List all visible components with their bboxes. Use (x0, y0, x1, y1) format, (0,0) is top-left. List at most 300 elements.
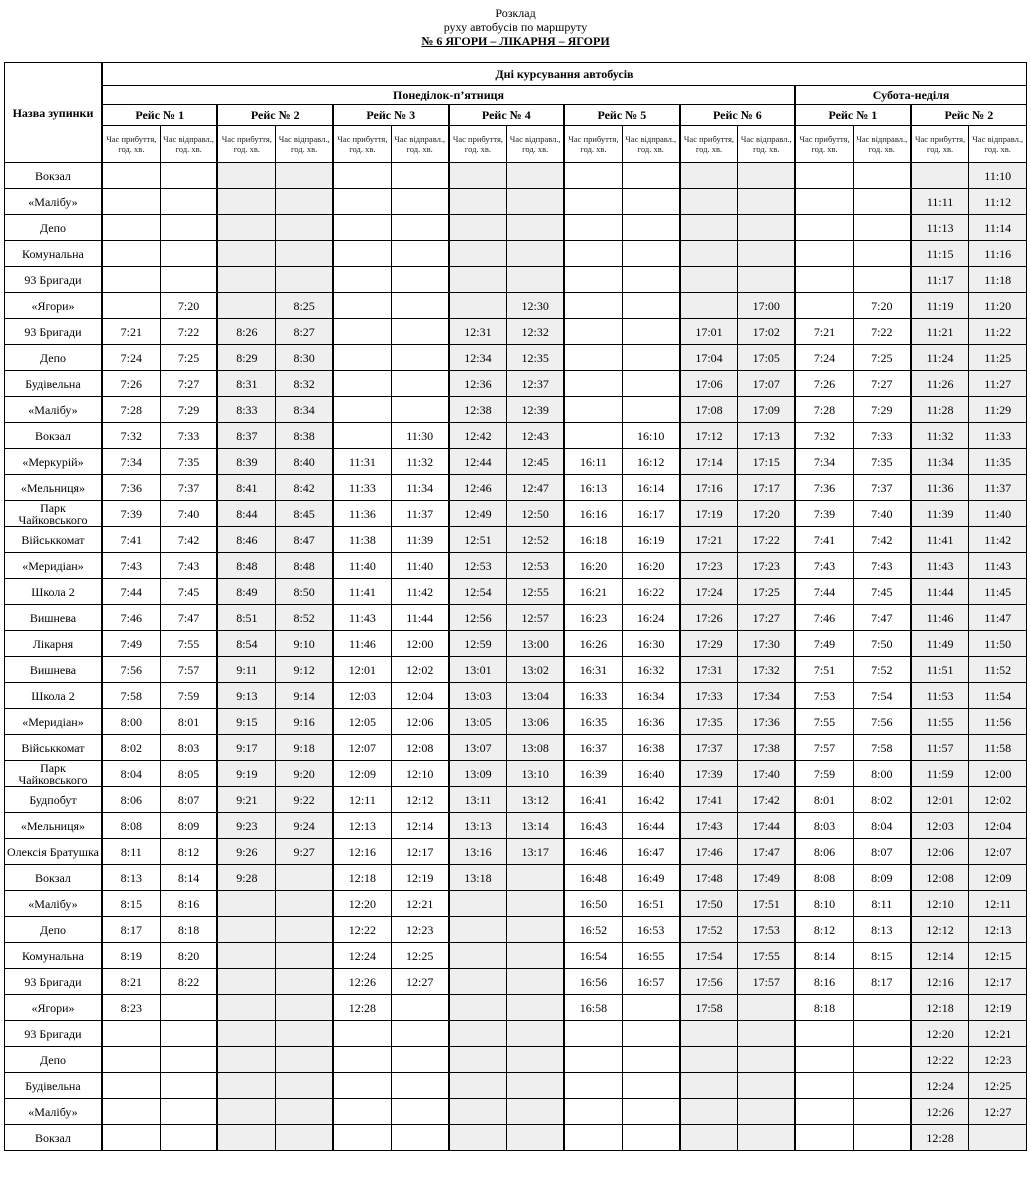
table-row (5, 1125, 1027, 1151)
stop-name-cell: Депо (5, 345, 102, 371)
arrival-time-cell: 12:26 (333, 969, 391, 995)
arrival-time-cell: 12:24 (333, 943, 391, 969)
arrival-time-cell: 7:55 (795, 709, 853, 735)
stop-name-cell: 93 Бригади (5, 319, 102, 345)
arrival-time-cell: 17:23 (680, 553, 738, 579)
arrival-time-cell: 8:44 (217, 501, 275, 527)
arrival-time-cell (795, 267, 853, 293)
departure-time-cell: 16:36 (622, 709, 679, 735)
departure-time-cell: 8:14 (160, 865, 217, 891)
arrival-time-cell (449, 189, 507, 215)
arrival-time-cell (449, 917, 507, 943)
arrival-time-cell (564, 1021, 622, 1047)
departure-time-cell: 11:44 (391, 605, 448, 631)
arrival-time-cell (449, 1125, 507, 1151)
arrival-time-cell: 11:28 (911, 397, 969, 423)
arrival-time-cell: 12:22 (911, 1047, 969, 1073)
arrival-time-cell (333, 215, 391, 241)
departure-time-cell: 11:39 (391, 527, 448, 553)
departure-time-cell: 8:22 (160, 969, 217, 995)
arrival-time-cell: 13:03 (449, 683, 507, 709)
arrival-time-cell: 17:52 (680, 917, 738, 943)
arrival-time-cell (102, 1073, 160, 1099)
arrival-time-cell (333, 241, 391, 267)
arrival-time-cell: 11:36 (333, 501, 391, 527)
departure-time-cell: 12:50 (507, 501, 564, 527)
departure-time-cell (507, 215, 564, 241)
arrival-time-cell: 11:44 (911, 579, 969, 605)
departure-time-cell: 17:07 (738, 371, 795, 397)
departure-time-cell: 12:52 (507, 527, 564, 553)
arrival-time-cell: 8:04 (102, 761, 160, 787)
departure-time-cell: 17:00 (738, 293, 795, 319)
departure-time-header: Час відправл., год. хв. (276, 126, 333, 163)
arrival-time-cell: 11:46 (333, 631, 391, 657)
departure-time-cell (507, 995, 564, 1021)
departure-time-cell: 7:29 (160, 397, 217, 423)
departure-time-cell: 12:45 (507, 449, 564, 475)
arrival-time-cell: 11:39 (911, 501, 969, 527)
departure-time-header: Час відправл., год. хв. (853, 126, 910, 163)
stop-name-cell: Парк Чайковського (5, 761, 102, 787)
departure-time-cell: 11:47 (969, 605, 1027, 631)
arrival-time-cell: 8:17 (102, 917, 160, 943)
arrival-time-cell: 12:16 (333, 839, 391, 865)
arrival-time-cell (680, 163, 738, 189)
arrival-time-cell (564, 215, 622, 241)
stop-name-cell: «Мельниця» (5, 475, 102, 501)
table-row (5, 163, 1027, 189)
stop-name-cell: «Меркурій» (5, 449, 102, 475)
departure-time-cell: 7:47 (160, 605, 217, 631)
table-row (5, 1099, 1027, 1125)
departure-time-cell: 7:33 (853, 423, 910, 449)
departure-time-cell: 16:44 (622, 813, 679, 839)
arrival-time-cell: 17:26 (680, 605, 738, 631)
arrival-time-cell: 16:37 (564, 735, 622, 761)
arrival-time-cell: 11:36 (911, 475, 969, 501)
departure-time-cell: 12:47 (507, 475, 564, 501)
departure-time-cell: 16:12 (622, 449, 679, 475)
departure-time-cell: 9:10 (276, 631, 333, 657)
departure-time-cell: 8:17 (853, 969, 910, 995)
departure-time-cell: 12:53 (507, 553, 564, 579)
table-row (5, 423, 1027, 449)
departure-time-cell: 7:45 (160, 579, 217, 605)
arrival-time-cell: 11:51 (911, 657, 969, 683)
arrival-time-cell (795, 1021, 853, 1047)
arrival-time-cell: 8:06 (102, 787, 160, 813)
arrival-time-cell: 8:14 (795, 943, 853, 969)
arrival-time-cell: 12:31 (449, 319, 507, 345)
departure-time-cell: 12:39 (507, 397, 564, 423)
departure-time-cell: 11:32 (391, 449, 448, 475)
departure-time-cell: 12:11 (969, 891, 1027, 917)
arrival-time-cell (564, 397, 622, 423)
arrival-time-cell: 13:01 (449, 657, 507, 683)
arrival-time-cell (449, 293, 507, 319)
departure-time-cell: 8:02 (853, 787, 910, 813)
arrival-time-cell (333, 371, 391, 397)
departure-time-cell: 11:18 (969, 267, 1027, 293)
arrival-time-cell (564, 189, 622, 215)
stop-name-cell: Комунальна (5, 943, 102, 969)
departure-time-cell: 12:27 (391, 969, 448, 995)
departure-time-cell: 9:22 (276, 787, 333, 813)
departure-time-cell (507, 1073, 564, 1099)
departure-time-cell (391, 267, 448, 293)
departure-time-cell (507, 1125, 564, 1151)
departure-time-cell: 17:36 (738, 709, 795, 735)
arrival-time-cell: 8:15 (102, 891, 160, 917)
table-row (5, 735, 1027, 761)
departure-time-cell (622, 163, 679, 189)
stop-name-cell: «Малібу» (5, 1099, 102, 1125)
departure-time-cell: 13:02 (507, 657, 564, 683)
departure-time-cell (276, 1125, 333, 1151)
departure-time-cell: 16:24 (622, 605, 679, 631)
departure-time-cell: 8:50 (276, 579, 333, 605)
arrival-time-cell (680, 1073, 738, 1099)
stop-name-cell: Депо (5, 917, 102, 943)
departure-time-cell: 12:07 (969, 839, 1027, 865)
departure-time-header: Час відправл., год. хв. (969, 126, 1027, 163)
departure-time-cell: 13:00 (507, 631, 564, 657)
stop-name-cell: Олексія Братушка (5, 839, 102, 865)
arrival-time-cell: 17:31 (680, 657, 738, 683)
arrival-time-cell: 16:18 (564, 527, 622, 553)
departure-time-cell: 11:37 (391, 501, 448, 527)
table-row (5, 241, 1027, 267)
departure-time-cell: 16:22 (622, 579, 679, 605)
arrival-time-cell (449, 267, 507, 293)
arrival-time-cell: 7:46 (795, 605, 853, 631)
departure-time-cell (507, 241, 564, 267)
departure-time-cell: 12:12 (391, 787, 448, 813)
table-row (5, 787, 1027, 813)
departure-time-cell (738, 267, 795, 293)
arrival-time-cell: 17:14 (680, 449, 738, 475)
departure-time-cell: 12:13 (969, 917, 1027, 943)
departure-time-header: Час відправл., год. хв. (507, 126, 564, 163)
departure-time-cell: 17:32 (738, 657, 795, 683)
departure-time-cell: 13:04 (507, 683, 564, 709)
arrival-time-cell: 17:41 (680, 787, 738, 813)
stop-name-cell: Лікарня (5, 631, 102, 657)
arrival-time-cell: 7:49 (795, 631, 853, 657)
departure-time-cell (276, 995, 333, 1021)
stop-name-cell: «Меридіан» (5, 553, 102, 579)
arrival-time-cell: 16:54 (564, 943, 622, 969)
stop-name-cell: Вишнева (5, 605, 102, 631)
departure-time-cell: 12:21 (969, 1021, 1027, 1047)
arrival-time-cell: 13:05 (449, 709, 507, 735)
departure-time-cell (276, 189, 333, 215)
table-row (5, 1073, 1027, 1099)
arrival-time-cell: 12:53 (449, 553, 507, 579)
departure-time-cell: 11:56 (969, 709, 1027, 735)
arrival-time-cell: 8:21 (102, 969, 160, 995)
departure-time-cell: 12:19 (969, 995, 1027, 1021)
table-row (5, 579, 1027, 605)
departure-time-cell: 17:47 (738, 839, 795, 865)
arrival-time-cell: 7:43 (102, 553, 160, 579)
arrival-time-cell: 8:06 (795, 839, 853, 865)
stop-name-cell: 93 Бригади (5, 969, 102, 995)
departure-time-cell: 8:16 (160, 891, 217, 917)
stop-name-cell: Школа 2 (5, 683, 102, 709)
departure-time-cell (507, 1047, 564, 1073)
arrival-time-cell: 16:50 (564, 891, 622, 917)
arrival-time-cell (795, 1073, 853, 1099)
arrival-time-cell: 7:59 (795, 761, 853, 787)
departure-time-cell: 12:55 (507, 579, 564, 605)
arrival-time-cell: 11:34 (911, 449, 969, 475)
departure-time-cell: 16:32 (622, 657, 679, 683)
arrival-time-cell: 8:08 (795, 865, 853, 891)
departure-time-cell: 8:42 (276, 475, 333, 501)
departure-time-cell: 11:45 (969, 579, 1027, 605)
stop-name-cell: Будівельна (5, 371, 102, 397)
departure-time-cell: 7:37 (853, 475, 910, 501)
departure-time-cell: 11:58 (969, 735, 1027, 761)
departure-time-cell: 11:25 (969, 345, 1027, 371)
arrival-time-cell: 12:22 (333, 917, 391, 943)
table-row (5, 969, 1027, 995)
arrival-time-cell (795, 1047, 853, 1073)
departure-time-cell (853, 1073, 910, 1099)
departure-time-cell: 17:17 (738, 475, 795, 501)
departure-time-cell (507, 865, 564, 891)
arrival-time-cell: 12:51 (449, 527, 507, 553)
arrival-time-cell: 16:39 (564, 761, 622, 787)
arrival-time-cell: 11:49 (911, 631, 969, 657)
arrival-time-cell (795, 189, 853, 215)
arrival-time-cell: 8:02 (102, 735, 160, 761)
arrival-time-cell: 9:21 (217, 787, 275, 813)
departure-time-cell: 13:14 (507, 813, 564, 839)
arrival-time-cell (333, 163, 391, 189)
departure-time-cell: 12:25 (969, 1073, 1027, 1099)
departure-time-cell (622, 995, 679, 1021)
arrival-time-cell (564, 1099, 622, 1125)
arrival-time-cell: 12:08 (911, 865, 969, 891)
departure-time-cell: 11:33 (969, 423, 1027, 449)
arrival-time-cell: 16:35 (564, 709, 622, 735)
departure-time-cell (391, 1073, 448, 1099)
arrival-time-cell (564, 319, 622, 345)
arrival-time-cell: 7:26 (795, 371, 853, 397)
arrival-time-cell: 12:56 (449, 605, 507, 631)
arrival-time-cell: 11:31 (333, 449, 391, 475)
departure-time-cell: 7:35 (160, 449, 217, 475)
departure-time-cell: 12:02 (969, 787, 1027, 813)
arrival-time-cell: 13:18 (449, 865, 507, 891)
table-row (5, 1047, 1027, 1073)
departure-time-cell: 7:50 (853, 631, 910, 657)
table-row (5, 839, 1027, 865)
arrival-time-cell: 11:59 (911, 761, 969, 787)
departure-time-cell: 16:55 (622, 943, 679, 969)
arrival-time-cell: 9:15 (217, 709, 275, 735)
departure-time-cell (622, 345, 679, 371)
departure-time-cell (622, 1125, 679, 1151)
arrival-time-cell (217, 943, 275, 969)
departure-time-cell (853, 163, 910, 189)
departure-time-cell: 13:12 (507, 787, 564, 813)
arrival-time-cell: 12:11 (333, 787, 391, 813)
departure-time-cell: 7:43 (160, 553, 217, 579)
arrival-time-cell: 7:58 (102, 683, 160, 709)
arrival-time-cell: 9:11 (217, 657, 275, 683)
departure-time-cell: 16:47 (622, 839, 679, 865)
arrival-time-cell: 7:39 (795, 501, 853, 527)
departure-time-cell (507, 891, 564, 917)
arrival-time-cell (333, 1125, 391, 1151)
arrival-time-cell (449, 1047, 507, 1073)
departure-time-cell: 8:05 (160, 761, 217, 787)
arrival-time-cell: 16:13 (564, 475, 622, 501)
departure-time-cell: 17:57 (738, 969, 795, 995)
arrival-time-cell: 16:33 (564, 683, 622, 709)
arrival-time-cell: 7:36 (795, 475, 853, 501)
departure-time-cell: 8:07 (853, 839, 910, 865)
arrival-time-cell: 17:01 (680, 319, 738, 345)
departure-time-cell: 7:25 (160, 345, 217, 371)
arrival-time-cell: 7:44 (102, 579, 160, 605)
departure-time-cell (160, 189, 217, 215)
arrival-time-cell (680, 215, 738, 241)
departure-time-cell: 11:52 (969, 657, 1027, 683)
departure-time-cell: 8:25 (276, 293, 333, 319)
arrival-time-cell: 12:07 (333, 735, 391, 761)
departure-time-cell (622, 397, 679, 423)
arrival-time-cell: 16:23 (564, 605, 622, 631)
arrival-time-cell (102, 215, 160, 241)
arrival-time-cell: 8:13 (102, 865, 160, 891)
departure-time-cell: 17:20 (738, 501, 795, 527)
arrival-time-cell: 8:19 (102, 943, 160, 969)
arrival-time-cell: 13:11 (449, 787, 507, 813)
departure-time-cell (391, 345, 448, 371)
departure-time-cell (391, 1099, 448, 1125)
arrival-time-cell: 17:46 (680, 839, 738, 865)
departure-time-cell (853, 241, 910, 267)
departure-time-cell (276, 1047, 333, 1073)
departure-time-cell: 12:32 (507, 319, 564, 345)
arrival-time-cell: 16:43 (564, 813, 622, 839)
trip-header: Рейс № 2 (217, 105, 333, 126)
trip-header: Рейс № 1 (795, 105, 911, 126)
arrival-time-cell: 12:36 (449, 371, 507, 397)
departure-time-cell (391, 293, 448, 319)
departure-time-cell (276, 969, 333, 995)
document-header (0, 0, 1031, 50)
arrival-time-cell: 9:23 (217, 813, 275, 839)
table-row (5, 865, 1027, 891)
arrival-time-cell (680, 241, 738, 267)
arrival-time-cell (564, 345, 622, 371)
departure-time-cell: 12:35 (507, 345, 564, 371)
arrival-time-cell (102, 1099, 160, 1125)
arrival-time-cell: 12:01 (911, 787, 969, 813)
table-row (5, 501, 1027, 527)
departure-time-cell: 13:17 (507, 839, 564, 865)
arrival-time-cell: 16:48 (564, 865, 622, 891)
departure-time-cell (622, 293, 679, 319)
arrival-time-cell: 11:26 (911, 371, 969, 397)
arrival-time-cell: 11:43 (333, 605, 391, 631)
arrival-time-cell: 12:44 (449, 449, 507, 475)
arrival-time-cell: 9:13 (217, 683, 275, 709)
departure-time-cell: 8:15 (853, 943, 910, 969)
departure-time-cell: 8:03 (160, 735, 217, 761)
departure-time-cell (853, 189, 910, 215)
departure-time-cell: 16:17 (622, 501, 679, 527)
departure-time-cell (160, 1125, 217, 1151)
departure-time-cell: 17:44 (738, 813, 795, 839)
stop-name-cell: Депо (5, 1047, 102, 1073)
departure-time-cell: 7:22 (853, 319, 910, 345)
arrival-time-cell (680, 189, 738, 215)
table-row (5, 189, 1027, 215)
departure-time-cell (507, 1021, 564, 1047)
table-row (5, 475, 1027, 501)
arrival-time-cell: 7:32 (102, 423, 160, 449)
arrival-time-cell (449, 1099, 507, 1125)
stop-name-cell: «Ягори» (5, 293, 102, 319)
departure-time-cell: 9:20 (276, 761, 333, 787)
arrival-time-cell: 8:41 (217, 475, 275, 501)
arrival-time-cell: 12:38 (449, 397, 507, 423)
departure-time-cell: 12:30 (507, 293, 564, 319)
arrival-time-cell: 11:19 (911, 293, 969, 319)
departure-time-cell (160, 163, 217, 189)
arrival-time-cell: 9:26 (217, 839, 275, 865)
arrival-time-cell: 16:46 (564, 839, 622, 865)
arrival-time-cell (680, 1047, 738, 1073)
arrival-time-cell (680, 1099, 738, 1125)
table-row (5, 631, 1027, 657)
departure-time-cell: 8:27 (276, 319, 333, 345)
departure-time-cell: 7:33 (160, 423, 217, 449)
departure-time-cell (853, 1099, 910, 1125)
arrival-time-cell: 7:41 (795, 527, 853, 553)
arrival-time-cell: 17:56 (680, 969, 738, 995)
departure-time-cell: 17:42 (738, 787, 795, 813)
arrival-time-cell (564, 1073, 622, 1099)
departure-time-cell: 8:07 (160, 787, 217, 813)
stop-name-cell: «Мельниця» (5, 813, 102, 839)
arrival-time-cell: 7:28 (102, 397, 160, 423)
stop-name-cell: «Ягори» (5, 995, 102, 1021)
departure-time-cell (622, 215, 679, 241)
arrival-time-cell (333, 1021, 391, 1047)
arrival-time-cell: 13:16 (449, 839, 507, 865)
departure-time-cell: 8:18 (160, 917, 217, 943)
departure-time-cell (160, 1047, 217, 1073)
arrival-time-cell: 8:33 (217, 397, 275, 423)
arrival-time-cell: 12:59 (449, 631, 507, 657)
departure-time-cell: 11:16 (969, 241, 1027, 267)
departure-time-cell: 12:08 (391, 735, 448, 761)
departure-time-cell: 7:43 (853, 553, 910, 579)
departure-time-cell: 7:25 (853, 345, 910, 371)
arrival-time-cell: 16:31 (564, 657, 622, 683)
departure-time-cell (853, 1021, 910, 1047)
stop-name-cell: «Малібу» (5, 397, 102, 423)
departure-time-cell (622, 267, 679, 293)
